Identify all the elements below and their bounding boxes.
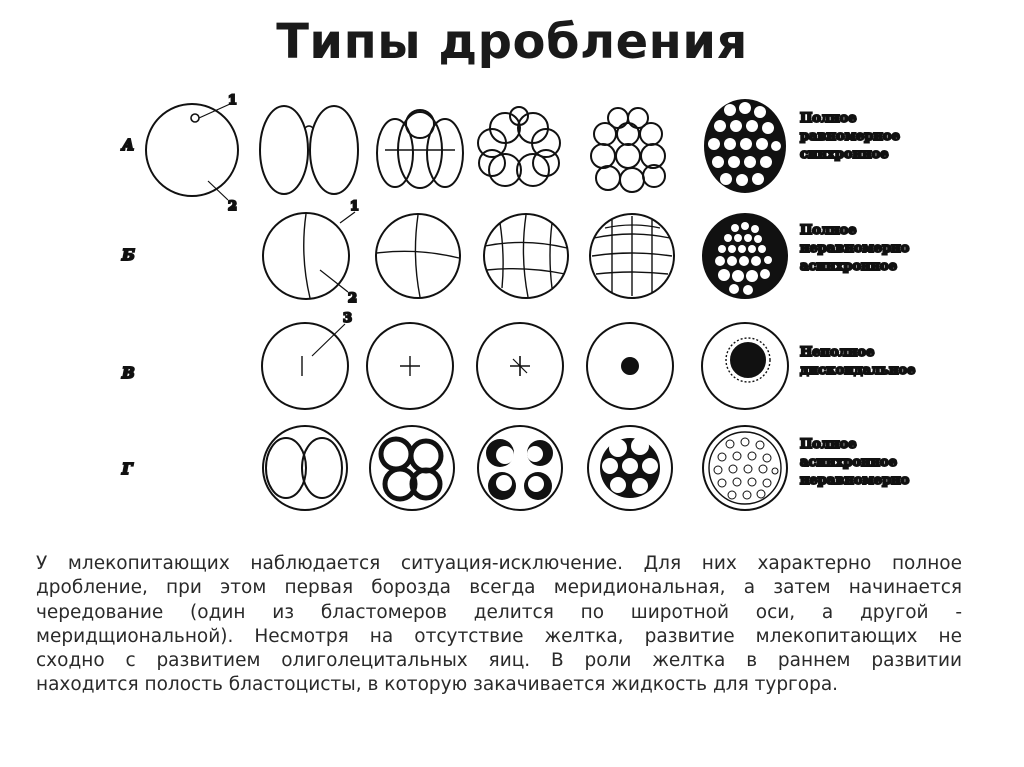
paragraph-line: дробление, при этом первая борозда всегда меридиональная, а затем начинается bbox=[36, 577, 962, 599]
row-g-stage-2 bbox=[370, 426, 454, 510]
row-v-stage-1 bbox=[262, 323, 348, 409]
paragraph-line: чередование (один из бластомеров делится по широтной оси, а другой - bbox=[36, 601, 962, 623]
row-b-desc-1: Полное bbox=[800, 223, 857, 238]
description-paragraph bbox=[36, 552, 962, 698]
row-b-stage-3 bbox=[484, 214, 568, 298]
paragraph-line: сходно с развитием олиголецитальных яиц. В роли желтка в раннем развитии bbox=[36, 650, 962, 672]
row-a-stage-6 bbox=[705, 100, 785, 192]
row-v-desc-1: Неполное bbox=[800, 345, 875, 360]
row-v-stage-2 bbox=[367, 323, 453, 409]
row-v-stage-5 bbox=[702, 323, 788, 409]
callout-3: 3 bbox=[343, 311, 353, 326]
cleavage-types-figure bbox=[100, 88, 930, 528]
row-g-desc-2: асинхронное bbox=[800, 455, 897, 470]
row-g-stage-3 bbox=[478, 426, 562, 510]
row-v-stage-3 bbox=[477, 323, 563, 409]
row-b-stage-2 bbox=[376, 214, 460, 298]
row-b-stage-5 bbox=[703, 214, 787, 298]
row-a-stage-4 bbox=[478, 107, 560, 186]
paragraph-line: находится полость бластоцисты, в которую закачивается жидкость для тургора. bbox=[36, 674, 839, 696]
row-label-v: В bbox=[122, 364, 135, 382]
row-label-b: Б bbox=[122, 246, 135, 264]
row-g-desc-3: неравномерно bbox=[800, 473, 910, 488]
row-a-desc-2: равномерное bbox=[800, 129, 900, 144]
row-g-stage-4 bbox=[588, 426, 672, 510]
paragraph-line: меридщиональной). Несмотря на отсутствие желтка, развитие млекопитающих не bbox=[36, 625, 962, 647]
row-a-desc-3: синхронное bbox=[800, 147, 889, 162]
row-b-stage-4 bbox=[590, 214, 674, 298]
row-a-stage-5 bbox=[591, 108, 665, 192]
row-v-stage-4 bbox=[587, 323, 673, 409]
slide-title: Типы дробления bbox=[276, 14, 748, 70]
callout-2-b: 2 bbox=[348, 291, 358, 306]
callout-2-a: 2 bbox=[228, 199, 238, 214]
row-b-desc-2: неравномерно bbox=[800, 241, 910, 256]
row-a-desc-1: Полное bbox=[800, 111, 857, 126]
paragraph-line: У млекопитающих наблюдается ситуация-исключение. Для них характерно полное bbox=[36, 553, 962, 574]
row-g-desc-1: Полное bbox=[800, 437, 857, 452]
row-a-stage-1 bbox=[146, 104, 238, 200]
row-g-stage-5 bbox=[703, 426, 787, 510]
row-b-desc-3: асинхронное bbox=[800, 259, 897, 274]
callout-1-b: 1 bbox=[350, 199, 360, 214]
row-a-stage-3 bbox=[377, 110, 463, 188]
row-a-stage-2 bbox=[260, 106, 358, 194]
row-b-stage-1 bbox=[263, 212, 355, 299]
row-v-desc-2: дискоидальное bbox=[800, 363, 916, 378]
row-label-a: А bbox=[122, 136, 135, 154]
row-g-stage-1 bbox=[263, 426, 347, 510]
row-label-g: Г bbox=[122, 460, 133, 478]
callout-1-a: 1 bbox=[228, 93, 238, 108]
